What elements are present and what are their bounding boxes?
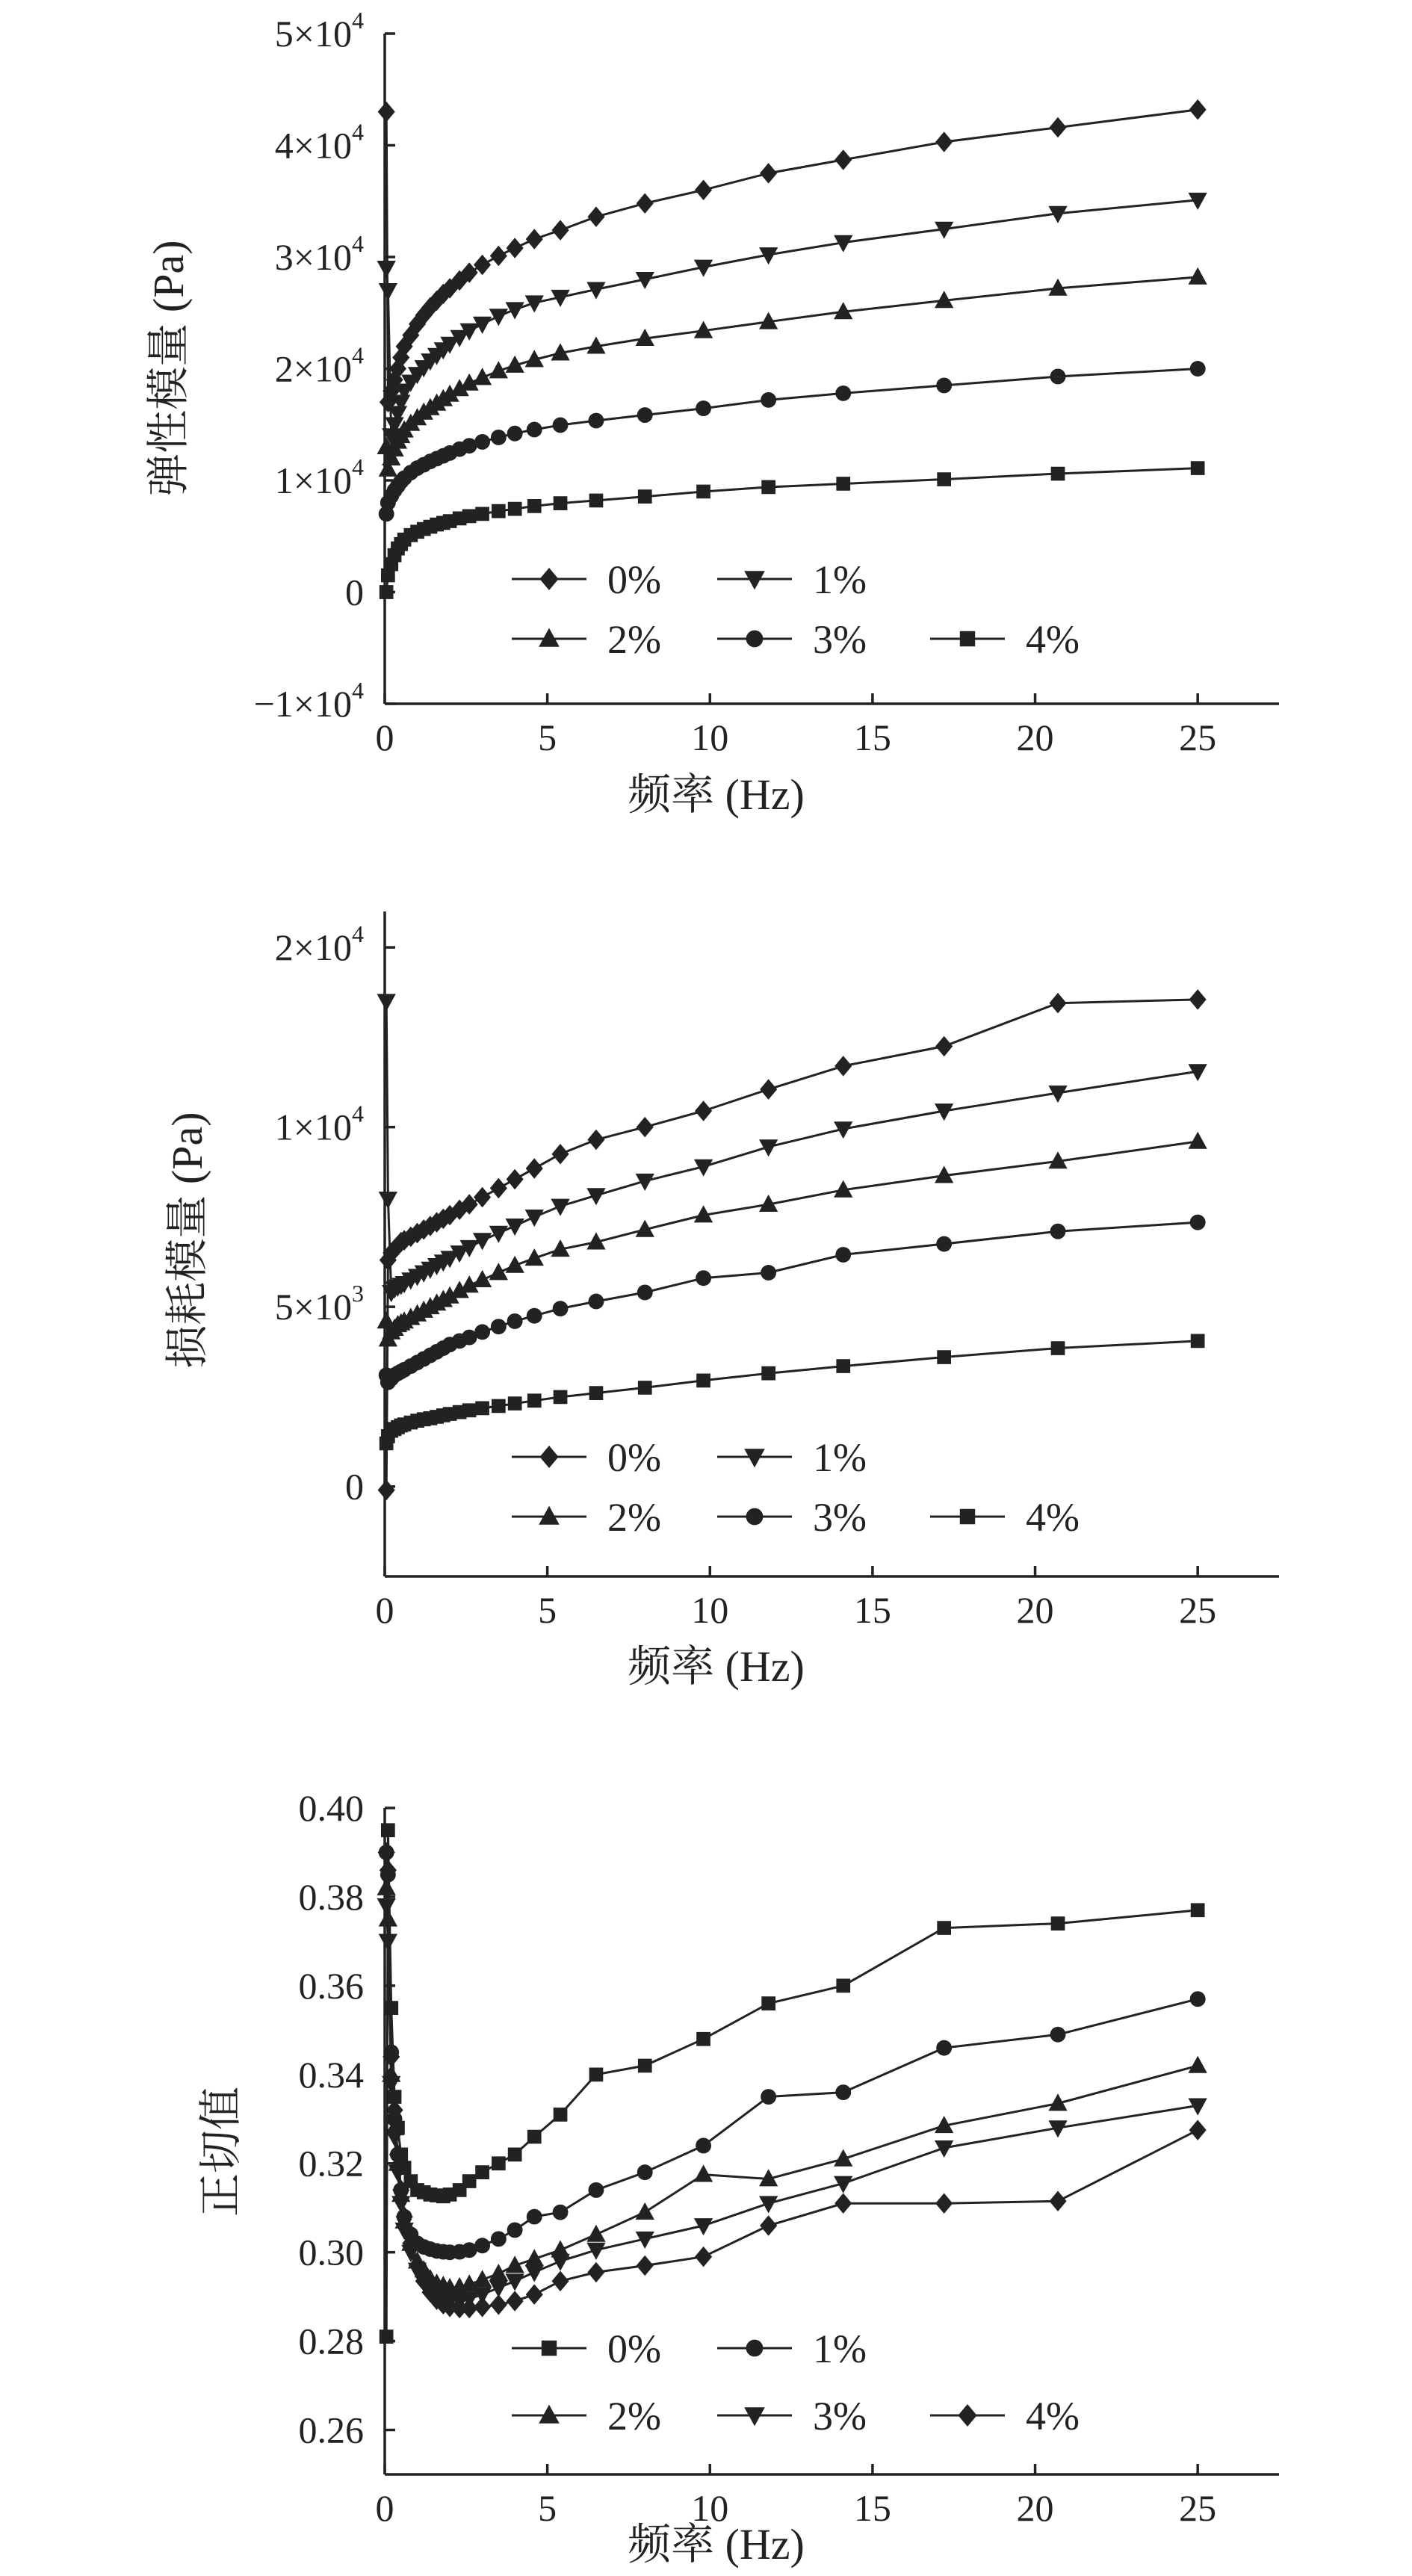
data-point xyxy=(587,1130,604,1151)
data-point xyxy=(586,2225,605,2242)
legend-entry xyxy=(512,1495,661,1540)
legend-marker xyxy=(539,1446,558,1468)
y-tick-label: 0.32 xyxy=(298,2142,364,2185)
data-point xyxy=(761,1265,776,1281)
data-point xyxy=(554,1390,568,1405)
data-point xyxy=(761,2089,776,2105)
legend-marker xyxy=(744,571,765,589)
data-point xyxy=(638,2059,652,2073)
data-point xyxy=(834,149,852,170)
y-axis-title: 正切值 xyxy=(196,2086,245,2217)
y-tick-label: 0 xyxy=(345,571,364,613)
x-axis-title: 频率 (Hz) xyxy=(628,770,805,819)
data-point xyxy=(473,2270,492,2287)
data-point xyxy=(694,2164,713,2182)
legend-marker xyxy=(960,631,975,646)
data-point xyxy=(552,1144,569,1165)
data-point xyxy=(1051,1341,1065,1355)
data-point xyxy=(636,2202,654,2220)
data-point xyxy=(491,1319,507,1334)
y-tick-label: $4\times 10^4$ xyxy=(274,118,364,167)
data-point xyxy=(554,2108,568,2122)
data-point xyxy=(526,229,543,250)
legend-marker xyxy=(960,1509,975,1524)
legend-label: 1% xyxy=(813,2326,867,2371)
data-point xyxy=(462,2174,477,2188)
legend-entry xyxy=(512,557,661,602)
data-point xyxy=(474,2238,490,2253)
data-point xyxy=(638,1381,652,1395)
series-1 xyxy=(378,989,1207,1500)
legend-marker xyxy=(744,2407,765,2426)
data-point xyxy=(936,2040,952,2056)
chart-panel-1 xyxy=(144,7,1279,819)
legend-entry xyxy=(717,557,867,602)
data-point xyxy=(696,1270,711,1286)
data-point xyxy=(474,434,490,450)
chart-panel-2 xyxy=(163,911,1279,1691)
data-point xyxy=(527,2209,542,2225)
legend-entry xyxy=(717,2326,867,2371)
data-point xyxy=(489,1226,508,1243)
data-point xyxy=(760,2215,777,2236)
data-point xyxy=(1050,993,1067,1014)
data-point xyxy=(589,1386,604,1400)
series-4 xyxy=(379,1215,1206,1390)
data-point xyxy=(937,472,951,486)
legend xyxy=(512,1435,1080,1540)
data-point xyxy=(506,2273,524,2291)
legend-label: 4% xyxy=(1026,2394,1080,2439)
y-tick-label: 0.26 xyxy=(298,2409,364,2451)
data-point xyxy=(1189,1132,1207,1149)
y-tick-label: $3\times 10^4$ xyxy=(274,230,364,278)
data-point xyxy=(1051,1916,1065,1931)
y-tick-label: $-1\times 10^4$ xyxy=(253,677,364,725)
data-point xyxy=(834,1056,852,1077)
data-point xyxy=(835,386,851,401)
data-point xyxy=(379,1934,397,1951)
data-point xyxy=(380,2329,394,2344)
legend-entry xyxy=(512,2394,661,2439)
data-point xyxy=(696,1374,710,1388)
data-point xyxy=(1189,267,1207,285)
chart-panel-3 xyxy=(196,1787,1279,2569)
series-line xyxy=(386,1906,1198,2301)
x-tick-label: 10 xyxy=(691,2487,729,2529)
data-point xyxy=(507,238,524,258)
data-point xyxy=(527,2130,542,2144)
data-point xyxy=(377,994,396,1011)
legend-label: 0% xyxy=(607,2326,661,2371)
series-4 xyxy=(379,361,1206,521)
series-line xyxy=(386,1142,1198,1340)
legend-label: 3% xyxy=(813,1495,867,1540)
legend-marker xyxy=(746,631,764,648)
data-point xyxy=(475,507,489,521)
legend-entry xyxy=(717,1495,867,1540)
data-point xyxy=(696,2137,711,2153)
x-tick-label: 10 xyxy=(691,1589,729,1631)
data-point xyxy=(507,2222,523,2238)
legend-marker xyxy=(539,628,560,647)
data-point xyxy=(1050,369,1066,385)
data-point xyxy=(552,220,569,241)
y-tick-label: 0.38 xyxy=(298,1875,364,1918)
data-point xyxy=(1190,1215,1206,1230)
series-line xyxy=(386,1341,1198,1443)
data-point xyxy=(761,1996,775,2010)
data-point xyxy=(637,2255,654,2276)
legend-marker xyxy=(746,2340,764,2357)
legend-label: 4% xyxy=(1026,1495,1080,1540)
x-tick-label: 0 xyxy=(375,2487,394,2529)
data-point xyxy=(1189,2120,1207,2140)
data-point xyxy=(474,2297,491,2318)
data-point xyxy=(492,1399,506,1414)
data-point xyxy=(835,1247,851,1263)
data-point xyxy=(491,2231,507,2247)
data-point xyxy=(527,422,542,438)
y-tick-label: 0.30 xyxy=(298,2231,364,2273)
data-point xyxy=(475,2165,489,2179)
legend-entry xyxy=(512,1435,661,1480)
data-point xyxy=(637,2164,653,2180)
legend-label: 3% xyxy=(813,2394,867,2439)
series-line xyxy=(386,1830,1198,2337)
data-point xyxy=(506,302,524,319)
data-point xyxy=(489,2264,508,2281)
data-point xyxy=(379,283,397,300)
series-4 xyxy=(377,1898,1207,2311)
series-line xyxy=(386,369,1198,514)
legend-label: 1% xyxy=(813,557,867,602)
data-point xyxy=(552,2271,569,2292)
data-point xyxy=(507,1169,524,1190)
data-point xyxy=(1050,1224,1066,1239)
data-point xyxy=(836,477,850,491)
x-tick-label: 25 xyxy=(1179,716,1217,758)
data-point xyxy=(508,1396,522,1411)
data-point xyxy=(1191,1903,1205,1917)
legend-label: 2% xyxy=(607,1495,661,1540)
legend-entry xyxy=(717,617,867,662)
data-point xyxy=(935,2193,953,2214)
series-5 xyxy=(380,1334,1205,1451)
data-point xyxy=(380,585,394,599)
data-point xyxy=(489,1263,508,1280)
series-line xyxy=(386,110,1198,403)
series-line xyxy=(386,468,1198,592)
x-tick-label: 10 xyxy=(691,716,729,758)
data-point xyxy=(1050,2027,1066,2043)
x-axis-title: 频率 (Hz) xyxy=(628,1642,805,1691)
data-point xyxy=(378,102,395,123)
data-point xyxy=(474,1324,490,1340)
legend-entry xyxy=(717,1435,867,1480)
y-tick-label: 0 xyxy=(345,1465,364,1508)
data-point xyxy=(553,418,569,433)
data-point xyxy=(935,131,953,152)
data-point xyxy=(525,1210,544,1227)
data-point xyxy=(551,2254,569,2271)
data-point xyxy=(506,1219,524,1236)
y-axis-title: 弹性模量 (Pa) xyxy=(144,240,193,497)
data-point xyxy=(377,1878,396,1895)
x-tick-label: 20 xyxy=(1016,716,1054,758)
y-tick-label: $1\times 10^4$ xyxy=(274,1100,364,1148)
data-point xyxy=(377,261,396,278)
data-point xyxy=(462,510,477,524)
data-point xyxy=(637,1117,654,1138)
series-3 xyxy=(377,267,1207,477)
data-point xyxy=(473,1270,492,1287)
series-line xyxy=(386,1001,1198,1292)
legend xyxy=(512,2326,1080,2439)
data-point xyxy=(378,1842,395,1863)
data-point xyxy=(1189,989,1207,1010)
data-point xyxy=(507,2291,524,2312)
x-tick-label: 15 xyxy=(853,1589,891,1631)
data-point xyxy=(761,392,776,408)
legend-label: 2% xyxy=(607,2394,661,2439)
data-point xyxy=(381,1823,395,1837)
legend-label: 0% xyxy=(607,557,661,602)
data-point xyxy=(696,2032,710,2046)
data-point xyxy=(760,1079,777,1100)
data-point xyxy=(475,1402,489,1416)
x-tick-label: 0 xyxy=(375,1589,394,1631)
data-point xyxy=(506,1256,524,1273)
data-point xyxy=(588,413,604,429)
data-point xyxy=(935,1036,953,1057)
y-tick-label: $2\times 10^4$ xyxy=(274,920,364,969)
x-tick-label: 15 xyxy=(853,2487,891,2529)
series-5 xyxy=(380,461,1205,599)
data-point xyxy=(554,496,568,510)
legend-entry xyxy=(930,617,1080,662)
x-tick-label: 5 xyxy=(538,716,557,758)
data-point xyxy=(695,180,712,201)
legend-marker xyxy=(744,1449,765,1467)
data-point xyxy=(761,480,775,495)
data-point xyxy=(492,2156,506,2170)
x-tick-label: 15 xyxy=(853,716,891,758)
y-tick-label: $5\times 10^3$ xyxy=(274,1280,364,1328)
series-1 xyxy=(380,1823,1205,2344)
legend-label: 0% xyxy=(607,1435,661,1480)
data-point xyxy=(527,1393,542,1408)
data-point xyxy=(526,1158,543,1179)
data-point xyxy=(760,163,777,184)
data-point xyxy=(1050,117,1067,138)
data-point xyxy=(1189,2056,1207,2073)
x-tick-label: 5 xyxy=(538,2487,557,2529)
data-point xyxy=(1191,1334,1205,1349)
data-point xyxy=(638,489,652,504)
legend-entry xyxy=(930,2394,1080,2439)
y-tick-label: $5\times 10^4$ xyxy=(274,7,364,55)
legend-label: 1% xyxy=(813,1435,867,1480)
legend-entry xyxy=(930,1495,1080,1540)
data-point xyxy=(490,2294,507,2315)
data-point xyxy=(507,1313,523,1329)
data-point xyxy=(836,1979,850,1993)
data-point xyxy=(588,2182,604,2198)
series-2 xyxy=(377,994,1207,1302)
x-axis-title: 频率 (Hz) xyxy=(628,2520,805,2569)
data-point xyxy=(937,1921,951,1935)
data-point xyxy=(761,1366,775,1381)
y-tick-label: $2\times 10^4$ xyxy=(274,341,364,390)
data-point xyxy=(587,2262,604,2283)
data-point xyxy=(508,502,522,516)
x-tick-label: 5 xyxy=(538,1589,557,1631)
data-point xyxy=(637,407,653,423)
y-tick-label: $1\times 10^4$ xyxy=(274,453,364,501)
data-point xyxy=(490,246,507,267)
data-point xyxy=(553,1301,569,1316)
data-point xyxy=(527,499,542,513)
legend-marker xyxy=(539,1506,560,1525)
series-line xyxy=(386,1000,1198,1490)
legend-marker xyxy=(746,1508,764,1526)
data-point xyxy=(1050,2191,1067,2212)
legend xyxy=(512,557,1080,662)
legend-label: 4% xyxy=(1026,617,1080,662)
x-tick-label: 25 xyxy=(1179,2487,1217,2529)
data-point xyxy=(589,2068,604,2082)
legend-marker xyxy=(539,2405,560,2424)
data-point xyxy=(834,2193,852,2214)
series-line xyxy=(386,1222,1198,1382)
data-point xyxy=(589,494,604,508)
data-point xyxy=(379,1192,397,1209)
x-tick-label: 20 xyxy=(1016,1589,1054,1631)
x-tick-label: 20 xyxy=(1016,2487,1054,2529)
data-point xyxy=(489,309,508,326)
data-point xyxy=(695,2247,712,2267)
data-point xyxy=(377,1898,396,1916)
data-point xyxy=(1189,99,1207,120)
data-point xyxy=(1051,467,1065,481)
legend-entry xyxy=(512,2326,661,2371)
legend-marker xyxy=(958,2404,976,2427)
data-point xyxy=(587,206,604,227)
data-point xyxy=(696,400,711,416)
data-point xyxy=(836,1359,850,1373)
legend-marker xyxy=(542,2341,557,2356)
data-point xyxy=(525,2265,544,2282)
data-point xyxy=(637,193,654,214)
data-point xyxy=(695,1100,712,1121)
data-point xyxy=(588,1294,604,1310)
x-tick-label: 0 xyxy=(375,716,394,758)
y-tick-label: 0.40 xyxy=(298,1787,364,1829)
data-point xyxy=(492,504,506,518)
data-point xyxy=(1190,1991,1206,2007)
data-point xyxy=(936,377,952,393)
data-point xyxy=(1191,461,1205,475)
series-1 xyxy=(378,99,1207,412)
data-point xyxy=(526,2284,543,2305)
legend-entry xyxy=(512,617,661,662)
legend-label: 2% xyxy=(607,617,661,662)
data-point xyxy=(508,2148,522,2162)
y-axis-title: 损耗模量 (Pa) xyxy=(163,1112,211,1369)
data-point xyxy=(378,1480,395,1501)
data-point xyxy=(507,426,523,442)
data-point xyxy=(462,1403,477,1417)
data-point xyxy=(1190,361,1206,377)
data-point xyxy=(696,485,710,499)
legend-label: 3% xyxy=(813,617,867,662)
y-tick-label: 0.28 xyxy=(298,2320,364,2362)
y-tick-label: 0.34 xyxy=(298,2053,364,2096)
y-tick-label: 0.36 xyxy=(298,1964,364,2007)
series-3 xyxy=(377,1132,1207,1347)
data-point xyxy=(835,2084,851,2100)
data-point xyxy=(551,1199,569,1216)
data-point xyxy=(637,1284,653,1300)
data-point xyxy=(936,1236,952,1252)
data-point xyxy=(491,430,507,445)
legend-entry xyxy=(717,2394,867,2439)
legend-marker xyxy=(539,568,558,590)
series-5 xyxy=(378,1842,1207,2319)
x-tick-label: 25 xyxy=(1179,1589,1217,1631)
data-point xyxy=(490,1178,507,1199)
data-point xyxy=(527,1308,542,1324)
data-point xyxy=(937,1350,951,1364)
data-point xyxy=(473,368,492,385)
data-point xyxy=(553,2205,569,2220)
